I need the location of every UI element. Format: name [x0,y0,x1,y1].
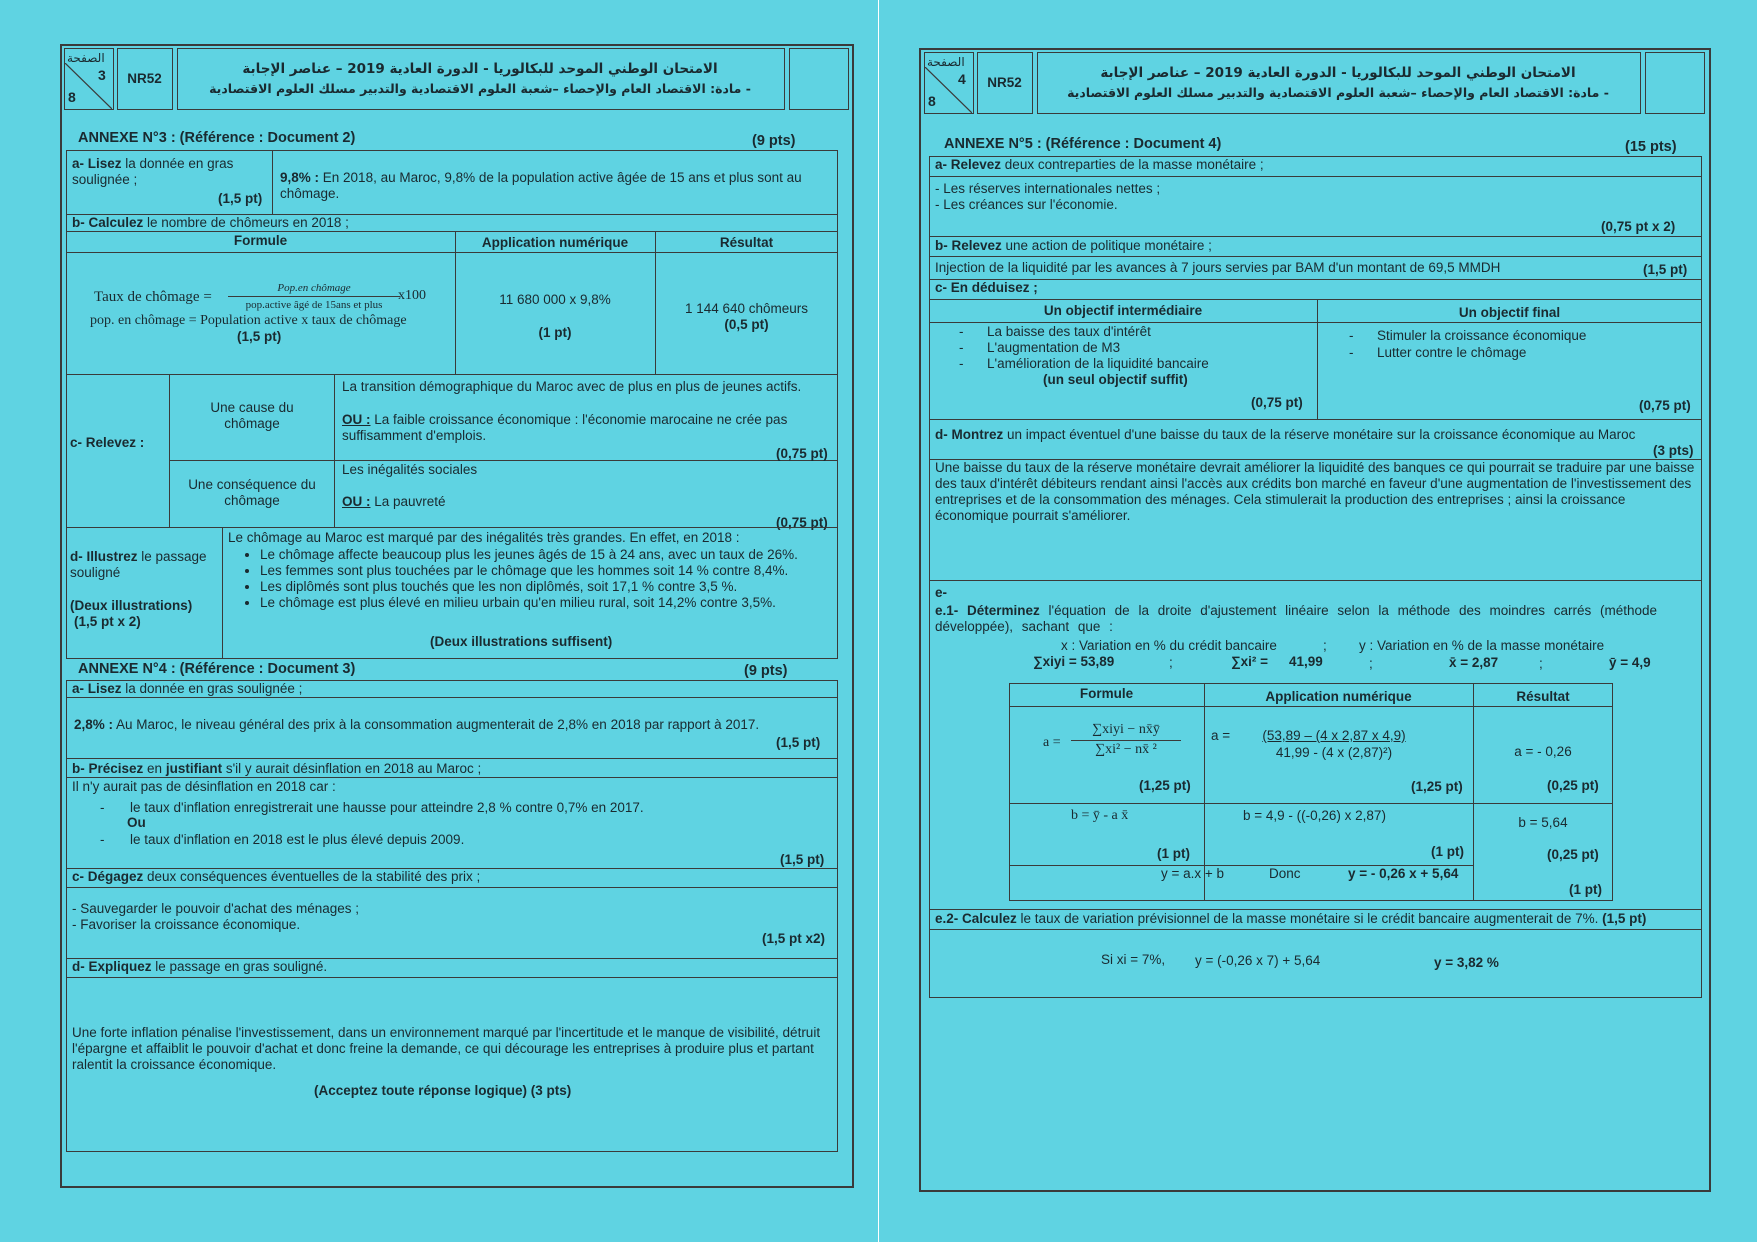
a-formula-points: (1,25 pt) [1139,778,1191,793]
formula-points: (1,5 pt) [237,329,282,344]
application-value: 11 680 000 x 9,8% [499,292,611,307]
e1-sum-xy: ∑xiyi = 53,89 [1033,654,1115,669]
eq-general: y = a.x + b [1161,866,1225,881]
code-box [977,52,1033,114]
annexe5-points: (15 pts) [1625,139,1677,155]
e1-separator: ; [1323,638,1327,653]
final-item-2: Lutter contre le chômage [1377,345,1527,360]
annexe3-d-question: d- Illustrez le passage souligné [70,549,207,580]
final-dash-2: - [1349,345,1354,360]
annexe3-points: (9 pts) [752,133,796,149]
annexe5-b-points: (1,5 pt) [1643,262,1688,277]
annexe5-title: ANNEXE N°5 : (Référence : Document 4) [944,136,1222,152]
inter-dash-2: - [959,340,964,355]
inter-note: (un seul objectif suffit) [1043,372,1188,387]
c-consequence-points: (0,75 pt) [776,515,828,530]
c-answer-1: - Sauvegarder le pouvoir d'achat des ménages ; [72,901,360,916]
b-formula-points: (1 pt) [1157,846,1190,861]
page-label: الصفحة [927,55,965,69]
a-app-points: (1,25 pt) [1411,779,1463,794]
annexe4-a-question: a- Lisez la donnée en gras soulignée ; [72,681,303,696]
annexe3-c-question: c- Relevez : [70,435,145,450]
exam-subject: - مادة: الاقتصاد العام والإحصاء –شعبة العلوم الاقتصادية والتدبير مسلك العلوم الاقتصادية [1067,85,1609,100]
inter-item-1: La baisse des taux d'intérêt [987,324,1151,339]
exam-title: الامتحان الوطني الموحد للبكالوريا - الدورة العادية 2019 – عناصر الإجابة [242,61,718,77]
annexe4-d-points: (Acceptez toute réponse logique) (3 pts) [314,1083,572,1098]
col-application: Application numérique [1265,689,1412,704]
regression-table [1009,683,1613,901]
b-app: b = 4,9 - ((-0,26) x 2,87) [1243,808,1386,823]
e2-question: e.2- Calculez le taux de variation prévisionnel de la masse monétaire si le crédit bancaire augmenterait de 7%. (1,5 pt) [935,911,1647,926]
col-objectif-final: Un objectif final [1458,305,1561,320]
inter-points: (0,75 pt) [1251,395,1303,410]
page-number: 4 [958,71,966,87]
annexe4-a-points: (1,5 pt) [776,735,821,750]
eq-points: (1 pt) [1569,882,1602,897]
e1-x-definition: x : Variation en % du crédit bancaire [1061,638,1277,653]
col-formule: Formule [1079,686,1134,701]
annexe4-c-question: c- Dégagez deux conséquences éventuelles de la stabilité des prix ; [72,869,481,884]
inter-item-2: L'augmentation de M3 [987,340,1121,355]
b-answer-1: le taux d'inflation enregistrerait une hausse pour atteindre 2,8 % contre 0,7% en 2017. [130,800,644,815]
a-app-lhs: a = [1211,728,1231,743]
eq-final: y = - 0,26 x + 5,64 [1348,866,1459,881]
page-label: الصفحة [67,51,105,65]
c-cause-2: OU : La faible croissance économique : l'économie marocaine ne crée pas suffisamment d'emplois. [342,412,788,443]
result-value: 1 144 640 chômeurs [684,301,809,316]
inter-dash-1: - [959,324,964,339]
list-item: • Le chômage affecte beaucoup plus les jeunes âgés de 15 à 24 ans, avec un taux de 26%. [260,547,798,563]
c-consequence-label: Une conséquence du chômage [188,477,316,508]
annexe4-b-points: (1,5 pt) [780,852,825,867]
annexe3-a-points: (1,5 pt) [218,191,263,206]
annexe4-a-answer: 2,8% : Au Maroc, le niveau général des prix à la consommation augmenterait de 2,8% en 2018 par rapport à 2017. [74,717,760,732]
e2-given: Si xi = 7%, [1101,952,1166,967]
b-formula: b = ȳ - a x̄ [1071,808,1129,823]
col-objectif-intermediaire: Un objectif intermédiaire [1043,303,1203,318]
annexe3-a-answer: 9,8% : En 2018, au Maroc, 9,8% de la population active âgée de 15 ans et plus sont au chômage. [280,170,802,201]
e1-question: e.1- Déterminez l'équation de la droite d'ajustement linéaire selon la méthode des moindres carrés (méthode développée), sachant que : [935,603,1658,634]
a-app-numerator: (53,89 – (4 x 2,87 x 4,9) [1262,728,1406,743]
c-cause-label: Une cause du chômage [210,400,294,431]
e1-separator: ; [1169,655,1173,670]
b-result-points: (0,25 pt) [1547,847,1599,862]
col-resultat: Résultat [1516,689,1570,704]
c-cause-1: La transition démographique du Maroc avec de plus en plus de jeunes actifs. [342,379,802,394]
formula-multiplier: x100 [398,288,426,303]
d-answer: Une forte inflation pénalise l'investissement, dans un environnement marqué par l'incertitude et le manque de visibilité, détruit l'épargne et affaiblit le pouvoir d'achat et donc freine la demande, ce qui décourage les entreprises à produire plus et partant ralentit la croissance économique. [72,1025,821,1072]
annexe5-b-question: b- Relevez une action de politique monétaire ; [935,238,1212,253]
e1-separator: ; [1539,656,1543,671]
eq-donc: Donc [1269,866,1301,881]
c-cause-points: (0,75 pt) [776,446,828,461]
annexe4-c-points: (1,5 pt x2) [762,931,826,946]
annexe4-d-question: d- Expliquez le passage en gras souligné. [72,959,328,974]
a-result: a = - 0,26 [1514,744,1572,759]
page-number-box [924,52,974,114]
b-result: b = 5,64 [1518,815,1568,830]
blank-box [789,48,849,110]
blank-box [1645,52,1705,114]
b-answer-dash-1: - [100,800,105,815]
list-item: • Le chômage est plus élevé en milieu urbain qu'en milieu rural, soit 14,2% contre 3,5%. [260,595,798,611]
e1-y-definition: y : Variation en % de la masse monétaire [1359,638,1605,653]
annexe3-title: ANNEXE N°3 : (Référence : Document 2) [78,130,356,146]
c-consequence-2: OU : La pauvreté [342,494,446,509]
b-answer-ou: Ou [127,815,146,830]
b-answer-dash-2: - [100,832,105,847]
col-resultat: Résultat [719,235,774,250]
annexe3-d-points: (1,5 pt x 2) [74,614,141,629]
e2-result: y = 3,82 % [1434,955,1499,970]
list-item: • Les diplômés sont plus touchés que les non diplômés, soit 17,1 % contre 3,5 %. [260,579,798,595]
annexe5-a-points: (0,75 pt x 2) [1601,219,1676,234]
page-number-box [64,48,114,110]
a-formula-numerator: ∑xiyi − nx̄ȳ [1092,722,1160,737]
page-3 [0,0,878,1242]
result-points: (0,5 pt) [724,317,769,332]
e1-sum-x2-label: ∑xi² = [1231,654,1269,669]
annexe4-title: ANNEXE N°4 : (Référence : Document 3) [78,661,356,677]
a-formula-denominator: ∑xi² − nx̄ ² [1095,742,1157,757]
annexe4-points: (9 pts) [744,663,788,679]
formula-numerator: Pop.en chômage [277,282,351,294]
b-answer-2: le taux d'inflation en 2018 est le plus élevé depuis 2009. [130,832,465,847]
formula-line2: pop. en chômage = Population active x taux de chômage [90,313,407,328]
c-consequence-1: Les inégalités sociales [342,462,478,477]
annexe3-a-question: a- Lisez la donnée en gras soulignée ; [72,156,234,187]
annexe5-c-question: c- En déduisez ; [935,280,1038,295]
d-answer: Une baisse du taux de la réserve monétaire devrait améliorer la liquidité des banques ce qui pourrait se traduire par une baisse des taux d'intérêt débiteurs rendant ainsi l'accès aux crédits bon marché en faveur d'une augmentation de l'investissement des entreprises et de la consommation des ménages. Cela stimulerait la production des entreprises ; ainsi la croissance économique pourrait s'améliorer. [935,460,1695,523]
inter-dash-3: - [959,356,964,371]
e1-x-mean: x̄ = 2,87 [1449,655,1499,670]
e2-calculation: y = (-0,26 x 7) + 5,64 [1195,953,1321,968]
b-app-points: (1 pt) [1431,844,1464,859]
b-answer: Injection de la liquidité par les avances à 7 jours servies par BAM d'un montant de 69,5 MMDH [935,260,1501,275]
a-app-denominator: 41,99 - (4 x (2,87)²) [1275,745,1393,760]
c-answer-2: - Favoriser la croissance économique. [72,917,301,932]
col-formule: Formule [233,233,288,248]
exam-code: NR52 [127,71,162,86]
title-box [177,48,785,110]
list-item: • Les femmes sont plus touchées par le chômage que les hommes soit 14 % contre 8,4%. [260,563,798,579]
final-points: (0,75 pt) [1639,398,1691,413]
annexe3-b-question: b- Calculez le nombre de chômeurs en 2018 ; [72,215,349,230]
annexe5-a-question: a- Relevez deux contreparties de la masse monétaire ; [935,157,1264,172]
page-number: 3 [98,67,106,83]
e1-separator: ; [1369,656,1373,671]
exam-code: NR52 [987,75,1022,90]
b-answer-intro: Il n'y aurait pas de désinflation en 2018 car : [72,779,336,794]
d-bullets [242,547,798,611]
code-box [117,48,173,110]
application-points: (1 pt) [538,325,572,340]
d-footer: (Deux illustrations suffisent) [430,634,613,649]
title-box [1037,52,1641,114]
a-formula-lhs: a = [1043,735,1061,750]
exam-title: الامتحان الوطني الموحد للبكالوريا - الدورة العادية 2019 – عناصر الإجابة [1100,65,1576,81]
page-4 [879,0,1757,1242]
annexe5-e-label: e- [935,585,948,600]
annexe5-d-points: (3 pts) [1653,443,1694,458]
total-pages: 8 [928,93,936,109]
inter-item-3: L'amélioration de la liquidité bancaire [987,356,1209,371]
a-answer-2: - Les créances sur l'économie. [935,197,1118,212]
col-application: Application numérique [481,235,629,250]
annexe4-b-question: b- Précisez en justifiant s'il y aurait désinflation en 2018 au Maroc ; [72,761,482,776]
e1-sum-x2-value: 41,99 [1289,654,1323,669]
final-dash-1: - [1349,328,1354,343]
e1-y-mean: ȳ = 4,9 [1609,655,1651,670]
annexe5-d-question: d- Montrez un impact éventuel d'une baisse du taux de la réserve monétaire sur la croissance économique au Maroc [935,427,1636,442]
final-item-1: Stimuler la croissance économique [1377,328,1587,343]
a-result-points: (0,25 pt) [1547,778,1599,793]
formula-lhs: Taux de chômage = [94,289,212,305]
d-intro: Le chômage au Maroc est marqué par des inégalités très grandes. En effet, en 2018 : [228,530,740,545]
a-answer-1: - Les réserves internationales nettes ; [935,181,1161,196]
total-pages: 8 [68,89,76,105]
exam-subject: - مادة: الاقتصاد العام والإحصاء –شعبة العلوم الاقتصادية والتدبير مسلك العلوم الاقتصادية [209,81,751,96]
annexe3-d-note: (Deux illustrations) [70,598,193,613]
formula-denominator: pop.active âgé de 15ans et plus [245,299,383,311]
